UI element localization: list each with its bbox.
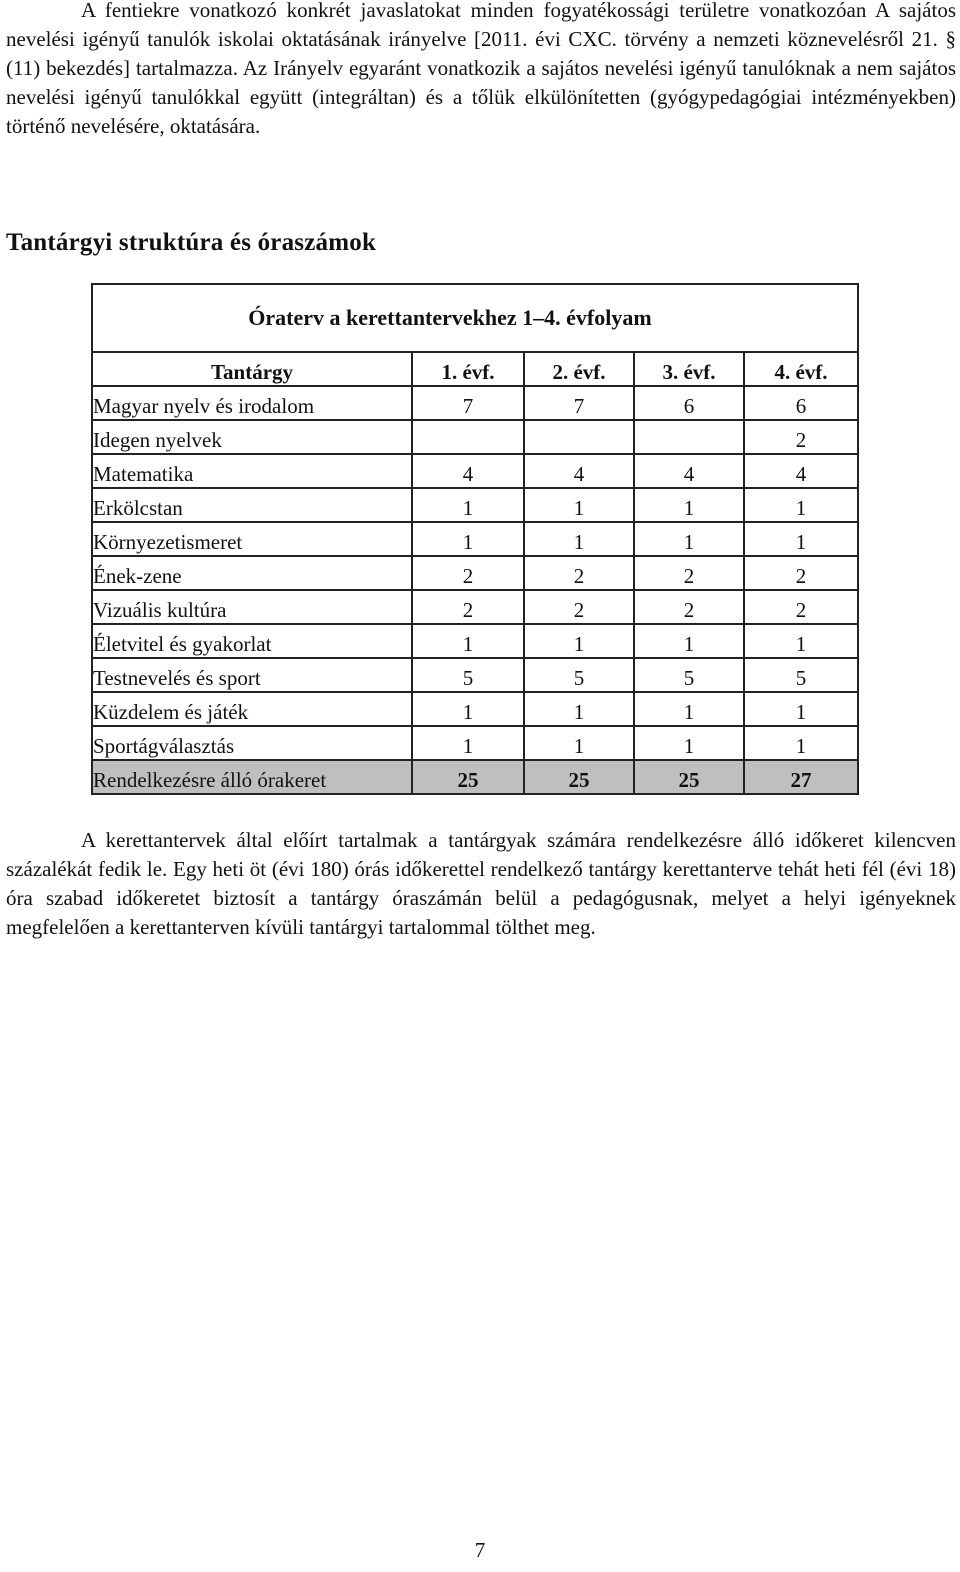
hours-cell-grade-4: 6: [744, 386, 858, 420]
hours-cell-grade-3: 5: [634, 658, 744, 692]
hours-cell-grade-1: 2: [412, 590, 524, 624]
hours-cell-grade-4: 2: [744, 420, 858, 454]
table-row: [92, 420, 858, 454]
header-grade-1: 1. évf.: [412, 352, 524, 386]
total-row: [92, 760, 858, 794]
hours-cell-grade-2: 2: [524, 590, 634, 624]
subject-cell: Idegen nyelvek: [92, 420, 412, 454]
hours-cell-grade-2: 5: [524, 658, 634, 692]
hours-cell-grade-3: 1: [634, 624, 744, 658]
hours-cell-grade-1: 1: [412, 624, 524, 658]
table-row: [92, 692, 858, 726]
hours-cell-grade-2: 1: [524, 692, 634, 726]
hours-cell-grade-1: 1: [412, 692, 524, 726]
subject-cell: Rendelkezésre álló órakeret: [92, 760, 412, 794]
subject-cell: Testnevelés és sport: [92, 658, 412, 692]
hours-cell-grade-1: [412, 420, 524, 454]
lesson-plan-table: [91, 283, 859, 795]
hours-cell-grade-2: [524, 420, 634, 454]
table-caption-text: Óraterv a kerettantervekhez 1–4. évfolyam: [248, 305, 652, 330]
table-row: [92, 454, 858, 488]
header-grade-3: 3. évf.: [634, 352, 744, 386]
hours-cell-grade-1: 1: [412, 488, 524, 522]
table-row: [92, 522, 858, 556]
hours-cell-grade-2: 25: [524, 760, 634, 794]
hours-cell-grade-1: 1: [412, 522, 524, 556]
subject-cell: Életvitel és gyakorlat: [92, 624, 412, 658]
section-heading: Tantárgyi struktúra és óraszámok: [6, 229, 377, 256]
hours-cell-grade-3: 6: [634, 386, 744, 420]
hours-cell-grade-4: 4: [744, 454, 858, 488]
hours-cell-grade-4: 1: [744, 692, 858, 726]
hours-cell-grade-4: 1: [744, 726, 858, 760]
hours-cell-grade-1: 25: [412, 760, 524, 794]
hours-cell-grade-4: 1: [744, 624, 858, 658]
hours-cell-grade-1: 5: [412, 658, 524, 692]
header-grade-2: 2. évf.: [524, 352, 634, 386]
page-number: 7: [474, 1538, 486, 1562]
subject-cell: Küzdelem és játék: [92, 692, 412, 726]
subject-cell: Környezetismeret: [92, 522, 412, 556]
table-header-row: [92, 352, 858, 386]
hours-cell-grade-1: 4: [412, 454, 524, 488]
hours-cell-grade-2: 1: [524, 624, 634, 658]
subject-cell: Sportágválasztás: [92, 726, 412, 760]
hours-cell-grade-2: 1: [524, 522, 634, 556]
hours-cell-grade-3: 25: [634, 760, 744, 794]
hours-cell-grade-3: 1: [634, 488, 744, 522]
subject-cell: Erkölcstan: [92, 488, 412, 522]
hours-cell-grade-4: 27: [744, 760, 858, 794]
subject-cell: Matematika: [92, 454, 412, 488]
table-row: [92, 658, 858, 692]
hours-cell-grade-4: 2: [744, 556, 858, 590]
table-caption-row: [92, 284, 858, 352]
hours-cell-grade-2: 7: [524, 386, 634, 420]
table-row: [92, 556, 858, 590]
table-body: [92, 386, 858, 794]
hours-cell-grade-3: [634, 420, 744, 454]
table-caption: [92, 284, 858, 352]
hours-cell-grade-3: 2: [634, 590, 744, 624]
hours-cell-grade-3: 1: [634, 726, 744, 760]
hours-cell-grade-3: 4: [634, 454, 744, 488]
subject-cell: Ének-zene: [92, 556, 412, 590]
table-row: [92, 488, 858, 522]
closing-paragraph: A kerettantervek által előírt tartalmak a tantárgyak számára rendelkezésre álló időkeret kilencven százalékát fedik le. Egy heti öt (évi 180) órás időkerettel rendelkező tantárgy kerettanterve tehát heti fél (évi 18) óra szabad időkeretet biztosít a tantárgy óraszámán belül a pedagógusnak, melyet a helyi igényeknek megfelelően a kerettanterven kívüli tantárgyi tartalommal tölthet meg.: [6, 828, 956, 939]
hours-cell-grade-1: 7: [412, 386, 524, 420]
hours-cell-grade-4: 1: [744, 522, 858, 556]
hours-cell-grade-3: 2: [634, 556, 744, 590]
hours-cell-grade-1: 2: [412, 556, 524, 590]
header-subject: Tantárgy: [92, 352, 412, 386]
header-grade-4: 4. évf.: [744, 352, 858, 386]
lesson-plan-table-container: [91, 283, 857, 795]
hours-cell-grade-2: 1: [524, 726, 634, 760]
hours-cell-grade-1: 1: [412, 726, 524, 760]
hours-cell-grade-2: 2: [524, 556, 634, 590]
hours-cell-grade-4: 2: [744, 590, 858, 624]
table-row: [92, 726, 858, 760]
table-row: [92, 624, 858, 658]
hours-cell-grade-3: 1: [634, 522, 744, 556]
table-row: [92, 590, 858, 624]
subject-cell: Vizuális kultúra: [92, 590, 412, 624]
hours-cell-grade-4: 5: [744, 658, 858, 692]
intro-paragraph: A fentiekre vonatkozó konkrét javaslatokat minden fogyatékossági területre vonatkozóan A sajátos nevelési igényű tanulók iskolai oktatásának irányelve [2011. évi CXC. törvény a nemzeti köznevelésről 21. § (11) bekezdés] tartalmazza. Az Irányelv egyaránt vonatkozik a sajátos nevelési igényű tanulóknak a nem sajátos nevelési igényű tanulókkal együtt (integráltan) és a tőlük elkülönítetten (gyógypedagógiai intézményekben) történő nevelésére, oktatására.: [6, 0, 956, 138]
hours-cell-grade-2: 4: [524, 454, 634, 488]
subject-cell: Magyar nyelv és irodalom: [92, 386, 412, 420]
table-row: [92, 386, 858, 420]
hours-cell-grade-2: 1: [524, 488, 634, 522]
hours-cell-grade-4: 1: [744, 488, 858, 522]
hours-cell-grade-3: 1: [634, 692, 744, 726]
